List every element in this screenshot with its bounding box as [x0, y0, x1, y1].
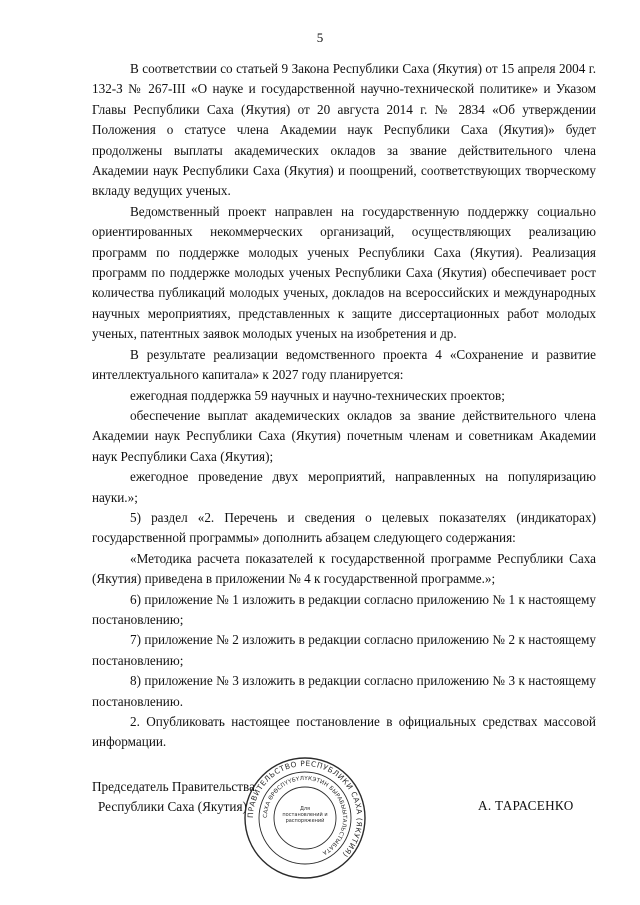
signatory-name: А. ТАРАСЕНКО	[478, 798, 574, 813]
official-seal	[243, 756, 367, 880]
paragraph: «Методика расчета показателей к государственной программе Республики Саха (Якутия) приведена в приложении № 4 к государственной программе.»;	[92, 550, 596, 587]
seal-inner-text: САХА ӨРӨСПҮҮБҮЛҮКЭТИН БЫРАБЫЫТАЛЬСТЫБАТА	[262, 775, 348, 856]
paragraph: 7) приложение № 2 изложить в редакции согласно приложению № 2 к настоящему постановлению;	[92, 632, 596, 668]
paragraph: ежегодная поддержка 59 научных и научно-технических проектов;	[130, 387, 505, 403]
page-number: 5	[316, 30, 324, 45]
paragraph: 6) приложение № 1 изложить в редакции согласно приложению № 1 к настоящему постановлению;	[92, 591, 596, 627]
seal-center-text: Для постановлений и распоряжений	[282, 806, 328, 824]
paragraph: 5) раздел «2. Перечень и сведения о целевых показателях (индикаторах) государственной программы» дополнить абзацем следующего содержания:	[92, 509, 596, 546]
signatory-title-line1: Председатель Правительства	[92, 779, 255, 794]
paragraph: В соответствии со статьей 9 Закона Республики Саха (Якутия) от 15 апреля 2004 г. 132-З № 267-III «О науке и государственной научно-технической политике» и Указом Главы Республики Саха (Якутия) от 20 августа 2014 г. № 2834 «Об утверждении Положения о статусе члена Академии наук Республики Саха (Якутия)» будет продолжены выплаты академических окладов за звание действительного члена Академии наук Республики Саха (Якутия) и поощрений, соответствующих творческому вкладу ведущих ученых.	[92, 61, 596, 199]
seal-outer-text: ПРАВИТЕЛЬСТВО РЕСПУБЛИКИ САХА (ЯКУТИЯ)	[245, 758, 365, 860]
paragraph: Ведомственный проект направлен на государственную поддержку социально ориентированных некоммерческих организаций, осуществляющих реализацию программ по поддержке молодых ученых Республики Саха (Якутия). Реализация программ по поддержке молодых ученых Республики Саха (Якутия) обеспечивает рост количества публикаций молодых ученых, докладов на всероссийских и международных научных мероприятиях, представленных к защите диссертационных работ молодых ученых, патентных заявок молодых ученых на изобретения и др.	[92, 203, 596, 342]
paragraph: ежегодное проведение двух мероприятий, направленных на популяризацию науки.»;	[92, 469, 596, 505]
signatory-title-line2: Республики Саха (Якутия)	[98, 799, 247, 814]
signatory-title	[92, 777, 255, 817]
paragraph: 8) приложение № 3 изложить в редакции согласно приложению № 3 к настоящему постановлению.	[92, 673, 596, 709]
paragraph: обеспечение выплат академических окладов за звание действительного члена Академии наук Республики Саха (Якутия) почетным членам и советникам Академии наук Республики Саха (Якутия);	[92, 407, 596, 464]
paragraph: 2. Опубликовать настоящее постановление в официальных средствах массовой информации.	[92, 714, 596, 750]
paragraph: В результате реализации ведомственного проекта 4 «Сохранение и развитие интеллектуального капитала» к 2027 году планируется:	[92, 346, 596, 383]
document-body	[92, 59, 596, 753]
